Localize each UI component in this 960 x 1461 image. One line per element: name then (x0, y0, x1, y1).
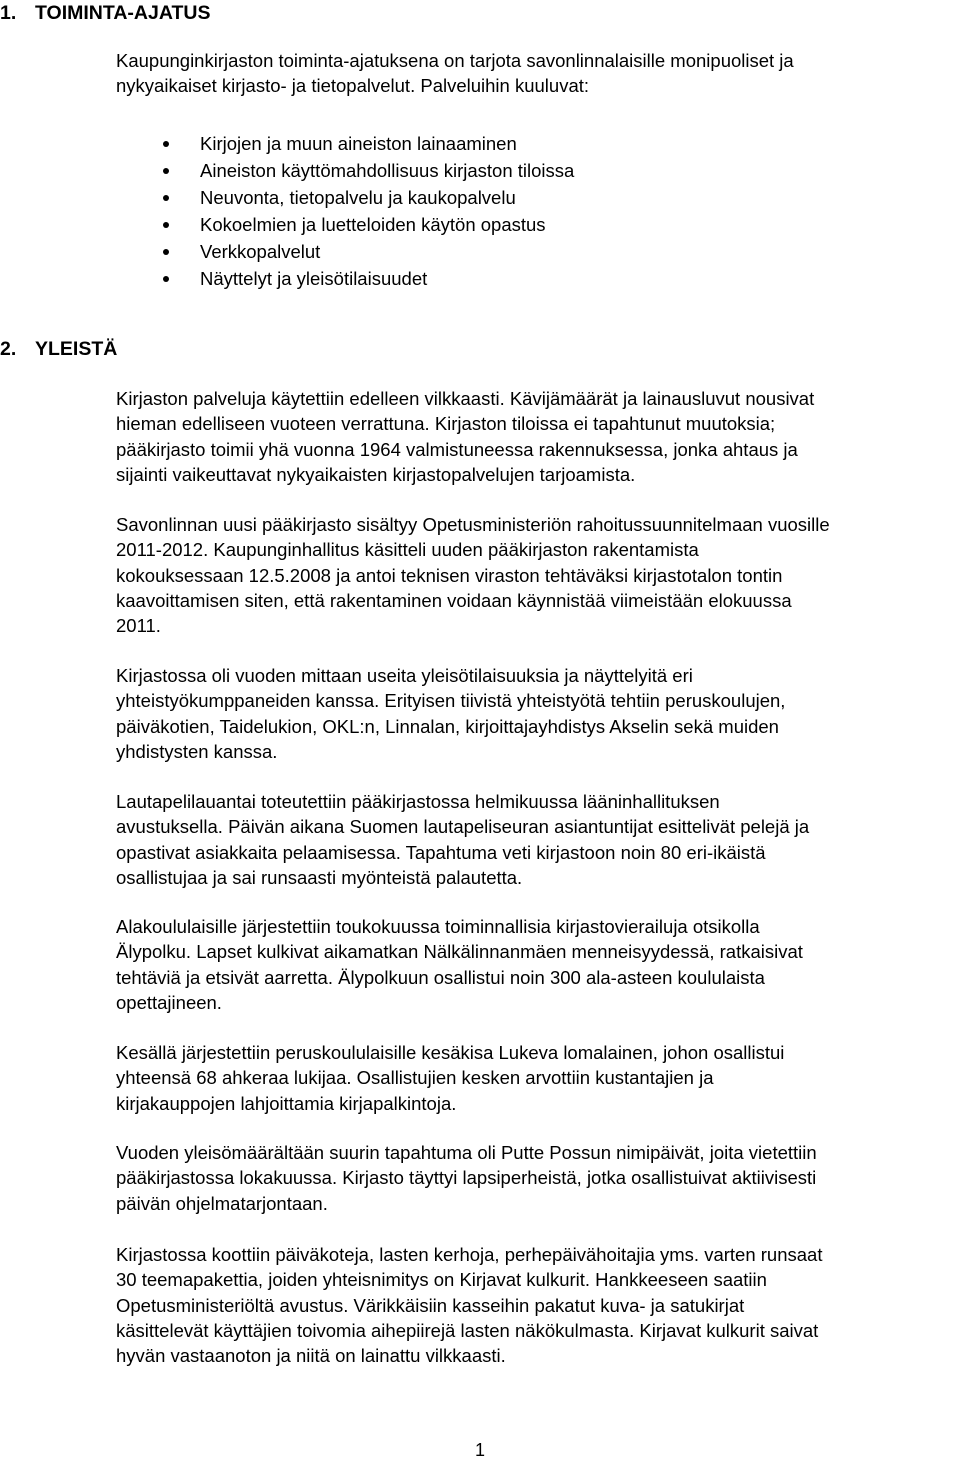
paragraph-line: päiväkotien, Taidelukion, OKL:n, Linnalan, kirjoittajayhdistys Akselin sekä muiden (116, 715, 779, 737)
paragraph-line: opettajineen. (116, 991, 222, 1013)
paragraph-line: 2011-2012. Kaupunginhallitus käsitteli uuden pääkirjaston rakentamista (116, 539, 699, 561)
paragraph-line: kaavoittamisen siten, että rakentaminen voidaan käynnistää viimeistään elokuussa (116, 589, 792, 611)
paragraph-line: nykyaikaiset kirjasto- ja tietopalvelut. Palveluihin kuuluvat: (116, 75, 590, 97)
paragraph-line: osallistujaa ja sai runsaasti myönteistä palautetta. (116, 866, 523, 888)
bullet-icon (163, 195, 169, 201)
paragraph-line: Kesällä järjestettiin peruskoululaisille kesäkisa Lukeva lomalainen, johon osallistui (116, 1042, 785, 1063)
list-item-text: Verkkopalvelut (200, 241, 321, 262)
paragraph-line: sijainti vaikeuttavat nykyaikaisten kirjastopalvelujen tarjoamista. (116, 463, 636, 485)
bullet-icon (163, 141, 169, 147)
list-item (116, 211, 574, 238)
section-2-paragraph-3 (116, 663, 960, 764)
list-item (116, 157, 574, 184)
paragraph-line: Savonlinnan uusi pääkirjasto sisältyy Opetusministeriön rahoitussuunnitelmaan vuosille (116, 514, 830, 535)
list-item-text: Näyttelyt ja yleisötilaisuudet (200, 268, 428, 289)
page-number: 1 (474, 1440, 485, 1460)
section-2-paragraph-7 (116, 1140, 960, 1216)
bullet-icon (163, 276, 169, 282)
paragraph (116, 512, 960, 638)
paragraph (116, 1140, 960, 1216)
paragraph-line: Vuoden yleisömäärältään suurin tapahtuma oli Putte Possun nimipäivät, joita vietettiin (116, 1142, 817, 1163)
list-item-text: Neuvonta, tietopalvelu ja kaukopalvelu (200, 187, 516, 208)
paragraph (116, 1040, 960, 1116)
section-heading-1 (0, 0, 211, 26)
section-number: 2. (0, 338, 17, 360)
paragraph-line: Kirjaston palveluja käytettiin edelleen vilkkaasti. Kävijämäärät ja lainausluvut nousivat (116, 388, 815, 409)
paragraph-line: pääkirjastossa lokakuussa. Kirjasto täyttyi lapsiperheistä, jotka osallistuivat aktiivisesti (116, 1167, 817, 1189)
list-item (116, 238, 574, 265)
services-list (116, 130, 574, 292)
list-item (116, 184, 574, 211)
paragraph-line: kirjakauppojen lahjoittamia kirjapalkintoja. (116, 1092, 457, 1114)
paragraph-line: Kirjastossa koottiin päiväkoteja, lasten kerhoja, perhepäivähoitajia yms. varten runsaat (116, 1244, 823, 1265)
paragraph-line: yhteistyökumppaneiden kanssa. Erityisen tiivistä yhteistyötä tehtiin peruskoulujen, (116, 690, 786, 712)
paragraph (116, 663, 960, 764)
paragraph-line: päivän ohjelmatarjontaan. (116, 1192, 328, 1214)
bullet-icon (163, 249, 169, 255)
paragraph-line: Opetusministeriöltä avustus. Värikkäisiin kasseihin pakatut kuva- ja satukirjat (116, 1294, 745, 1316)
paragraph-line: pääkirjasto toimii yhä vuonna 1964 valmistuneessa rakennuksessa, jonka ahtaus ja (116, 438, 798, 460)
paragraph-line: tehtäviä ja etsivät aarretta. Älypolkuun osallistui noin 300 ala-asteen koululaista (116, 966, 765, 988)
paragraph (116, 386, 960, 487)
section-2-paragraph-4 (116, 789, 960, 890)
paragraph (116, 914, 960, 1015)
paragraph-line: Alakoululaisille järjestettiin toukokuussa toiminnallisia kirjastovierailuja otsikolla (116, 916, 760, 937)
section-2-paragraph-8 (116, 1242, 960, 1368)
paragraph-line: käsittelevät käyttäjien toivomia aihepiirejä lasten näkökulmasta. Kirjavat kulkurit saivat (116, 1319, 819, 1341)
paragraph-line: yhdistysten kanssa. (116, 740, 278, 762)
paragraph-line: opastivat asiakkaita pelaamisessa. Tapahtuma veti kirjastoon noin 80 eri-ikäistä (116, 841, 766, 863)
list-item (116, 265, 574, 292)
list-item-text: Kokoelmien ja luetteloiden käytön opastus (200, 214, 546, 235)
list-item-text: Aineiston käyttömahdollisuus kirjaston tiloissa (200, 160, 575, 181)
paragraph-line: Lautapelilauantai toteutettiin pääkirjastossa helmikuussa lääninhallituksen (116, 791, 720, 812)
paragraph-line: Kirjastossa oli vuoden mittaan useita yleisötilaisuuksia ja näyttelyitä eri (116, 665, 693, 686)
paragraph-line: kokouksessaan 12.5.2008 ja antoi teknisen viraston tehtäväksi kirjastotalon tontin (116, 564, 783, 586)
list-item-text: Kirjojen ja muun aineiston lainaaminen (200, 133, 517, 154)
section-2-paragraph-6 (116, 1040, 960, 1116)
section-title: TOIMINTA-AJATUS (35, 2, 211, 24)
list-item (116, 130, 574, 157)
section-2-paragraph-2 (116, 512, 960, 638)
paragraph-line: 2011. (116, 615, 161, 637)
paragraph-line: Kaupunginkirjaston toiminta-ajatuksena on tarjota savonlinnalaisille monipuoliset ja (116, 50, 794, 71)
section-number: 1. (0, 2, 17, 24)
paragraph (116, 1242, 960, 1368)
paragraph-line: avustuksella. Päivän aikana Suomen lautapeliseuran asiantuntijat esittelivät pelejä ja (116, 816, 810, 838)
bullet-icon (163, 222, 169, 228)
paragraph-line: Älypolku. Lapset kulkivat aikamatkan Nälkälinnanmäen menneisyydessä, ratkaisivat (116, 941, 803, 963)
section-title: YLEISTÄ (35, 338, 118, 360)
paragraph-line: yhteensä 68 ahkeraa lukijaa. Osallistujien kesken arvottiin kustantajien ja (116, 1067, 714, 1089)
section-2-paragraph-1 (116, 386, 960, 487)
bullet-icon (163, 168, 169, 174)
intro-paragraph (116, 48, 960, 99)
paragraph-line: 30 teemapakettia, joiden yhteisnimitys on Kirjavat kulkurit. Hankkeeseen saatiin (116, 1269, 767, 1291)
section-heading-2 (0, 336, 117, 362)
paragraph (116, 789, 960, 890)
section-1-body (116, 48, 960, 289)
paragraph-line: hyvän vastaanoton ja niitä on lainattu vilkkaasti. (116, 1345, 506, 1367)
section-2-paragraph-5 (116, 914, 960, 1015)
paragraph-line: hieman edelliseen vuoteen verrattuna. Kirjaston tiloissa ei tapahtunut muutoksia; (116, 413, 776, 435)
